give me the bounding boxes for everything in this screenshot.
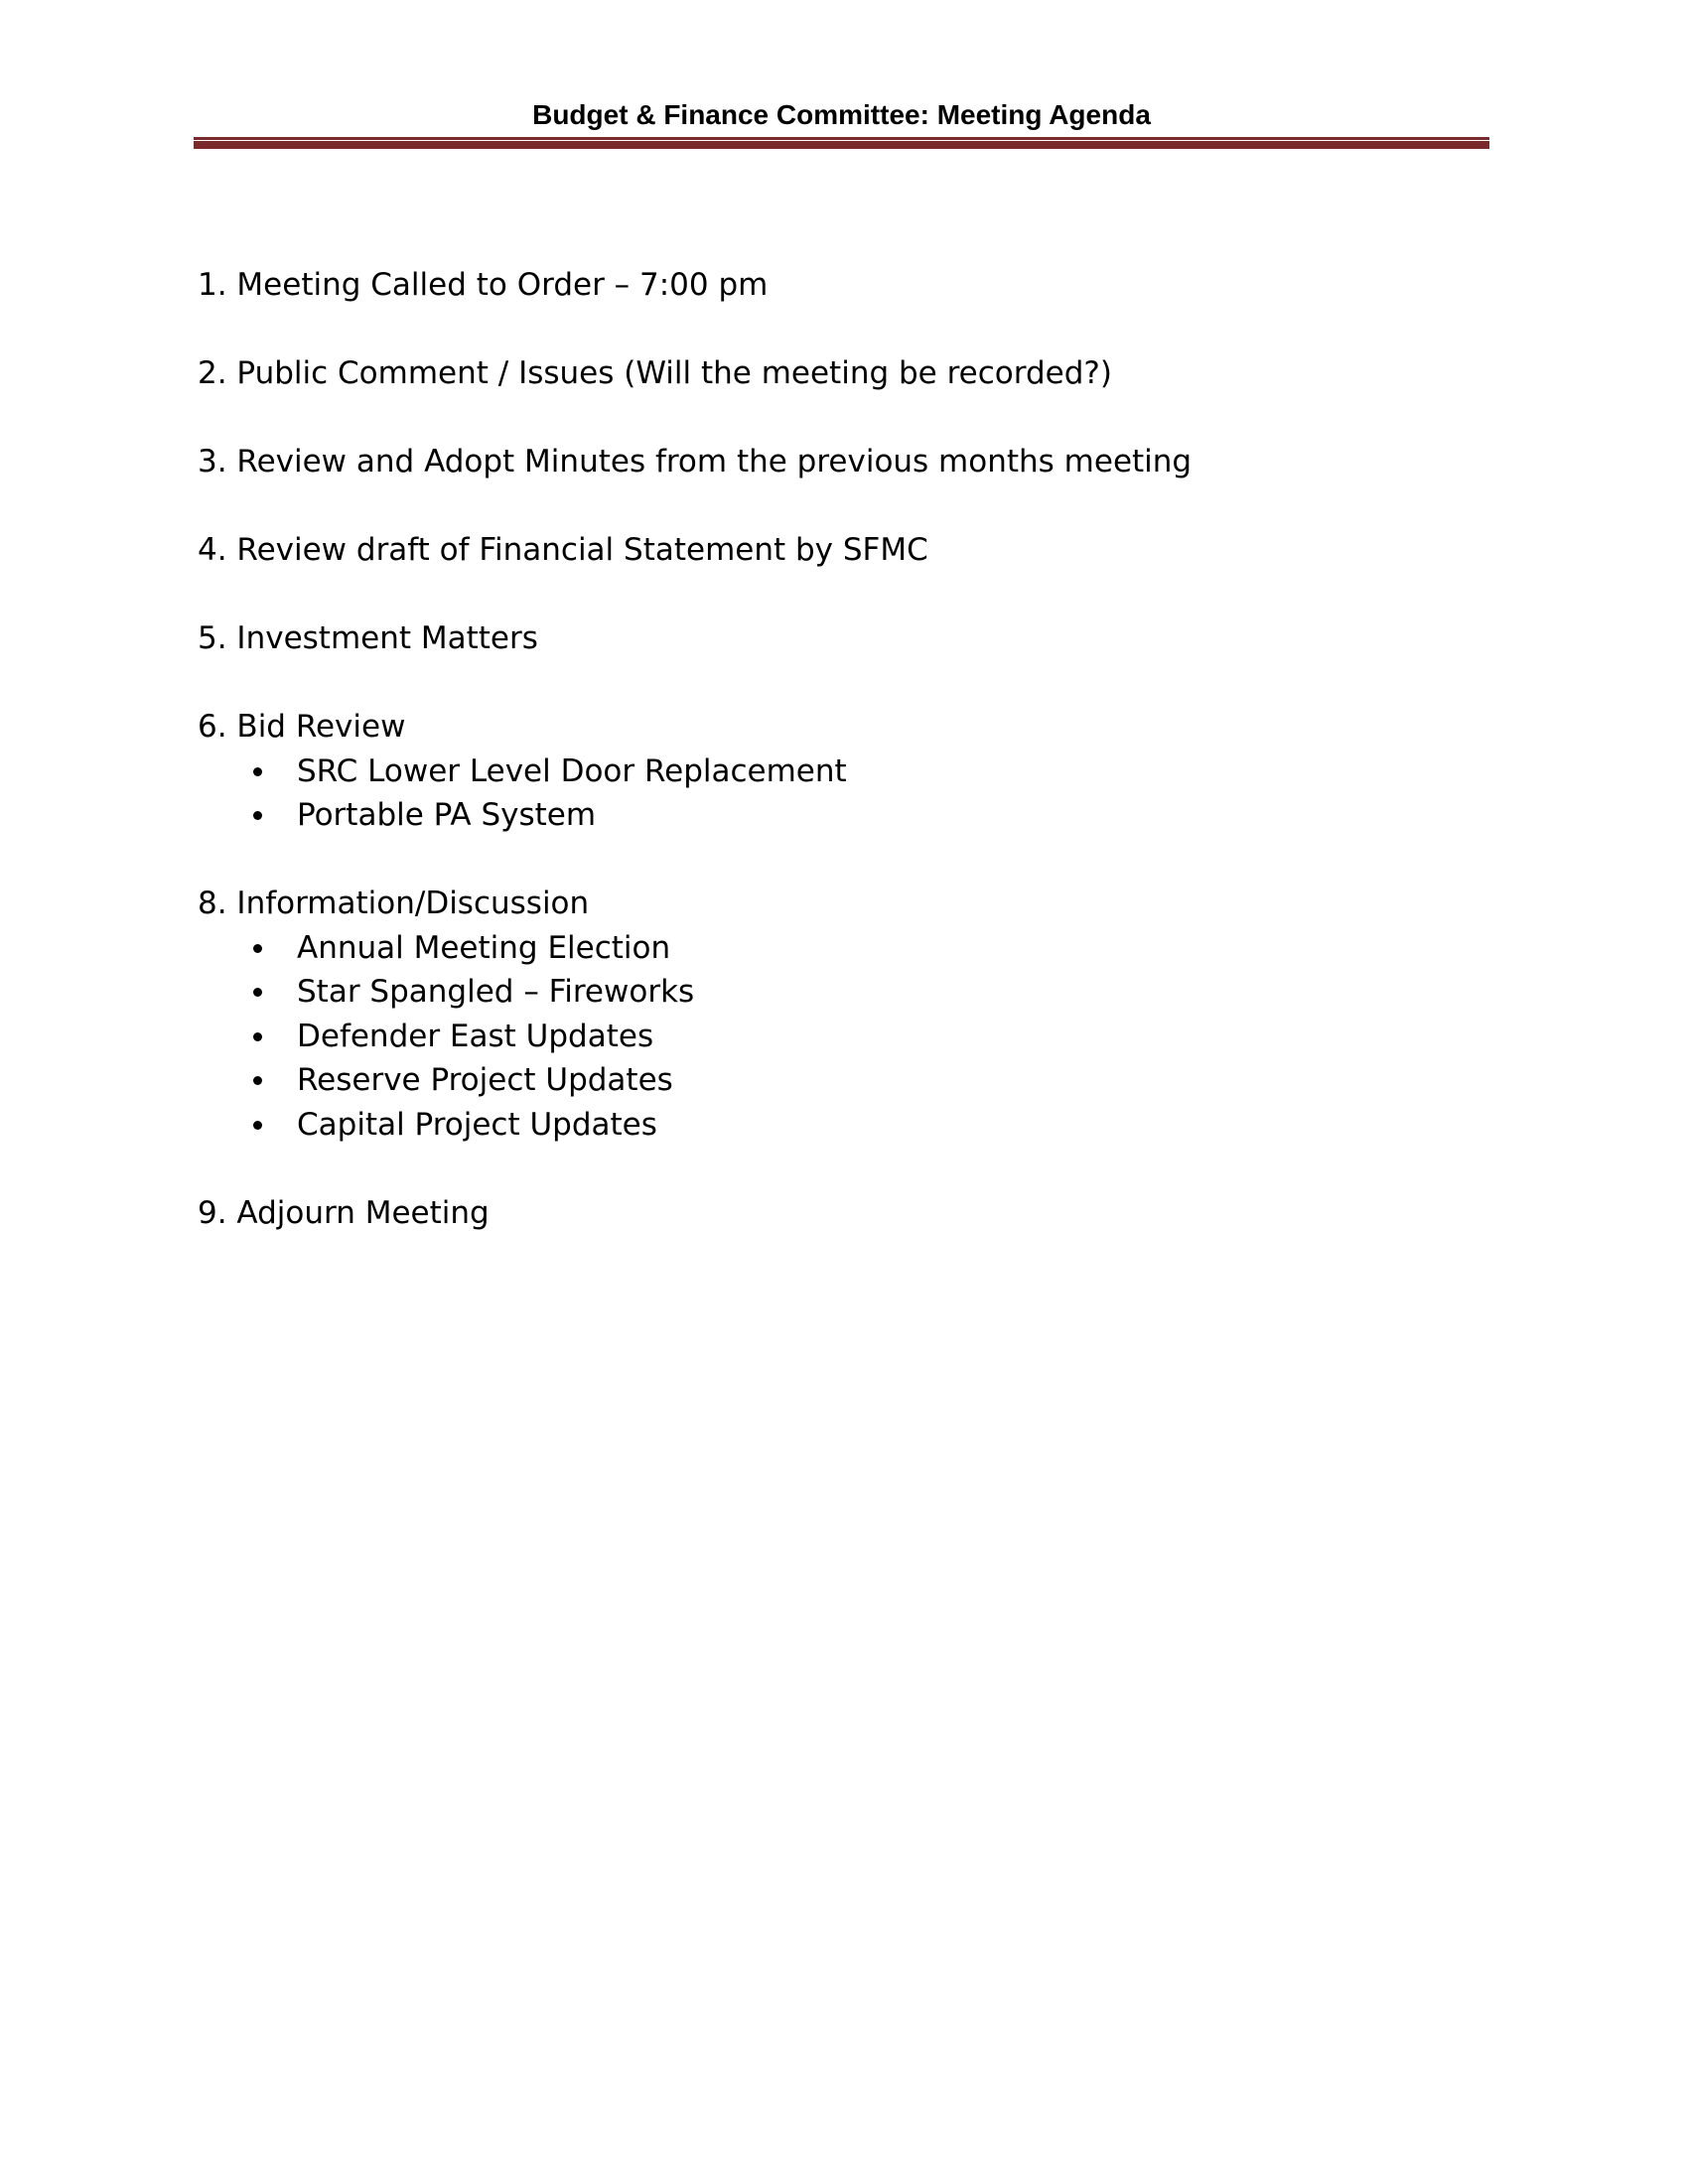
agenda-sub-item-text: Defender East Updates	[297, 1018, 654, 1054]
agenda-item-text: 9. Adjourn Meeting	[198, 1194, 490, 1231]
agenda-sub-list	[198, 926, 1439, 1148]
agenda-sub-item-text: Annual Meeting Election	[297, 929, 671, 966]
agenda-item	[198, 440, 1439, 484]
bullet-icon	[253, 767, 262, 776]
agenda-sub-item	[198, 1015, 1439, 1059]
bullet-icon	[253, 1121, 262, 1130]
agenda-sub-item	[198, 1058, 1439, 1103]
agenda-item	[198, 528, 1439, 573]
page-title: Budget & Finance Committee: Meeting Agenda	[532, 99, 1151, 130]
agenda-sub-item	[198, 793, 1439, 838]
bullet-icon	[253, 811, 262, 820]
agenda-sub-item	[198, 970, 1439, 1015]
agenda-sub-item	[198, 750, 1439, 794]
agenda-item	[198, 882, 1439, 1147]
header-rule-thin	[194, 137, 1489, 140]
agenda-item	[198, 1191, 1439, 1236]
agenda-sub-item	[198, 926, 1439, 971]
agenda-sub-list	[198, 750, 1439, 838]
agenda-item-text: 1. Meeting Called to Order – 7:00 pm	[198, 267, 769, 303]
agenda-item-text: 6. Bid Review	[198, 709, 406, 745]
agenda-list	[198, 263, 1439, 1280]
bullet-icon	[253, 944, 262, 953]
agenda-item	[198, 351, 1439, 396]
agenda-item	[198, 616, 1439, 661]
agenda-item	[198, 705, 1439, 838]
agenda-sub-item-text: Reserve Project Updates	[297, 1062, 673, 1098]
agenda-sub-item-text: Capital Project Updates	[297, 1106, 657, 1143]
header-rule-thick	[194, 141, 1489, 149]
agenda-item-text: 4. Review draft of Financial Statement by SFMC	[198, 532, 928, 568]
agenda-item-text: 3. Review and Adopt Minutes from the previous months meeting	[198, 444, 1193, 479]
agenda-item-text: 8. Information/Discussion	[198, 886, 590, 921]
agenda-item	[198, 263, 1439, 308]
agenda-item-text: 5. Investment Matters	[198, 620, 538, 656]
bullet-icon	[253, 1032, 262, 1041]
bullet-icon	[253, 1076, 262, 1085]
agenda-sub-item	[198, 1103, 1439, 1148]
agenda-item-text: 2. Public Comment / Issues (Will the meeting be recorded?)	[198, 355, 1112, 391]
agenda-sub-item-text: SRC Lower Level Door Replacement	[297, 752, 847, 789]
agenda-sub-item-text: Portable PA System	[297, 797, 597, 833]
bullet-icon	[253, 988, 262, 997]
agenda-sub-item-text: Star Spangled – Fireworks	[297, 974, 695, 1010]
